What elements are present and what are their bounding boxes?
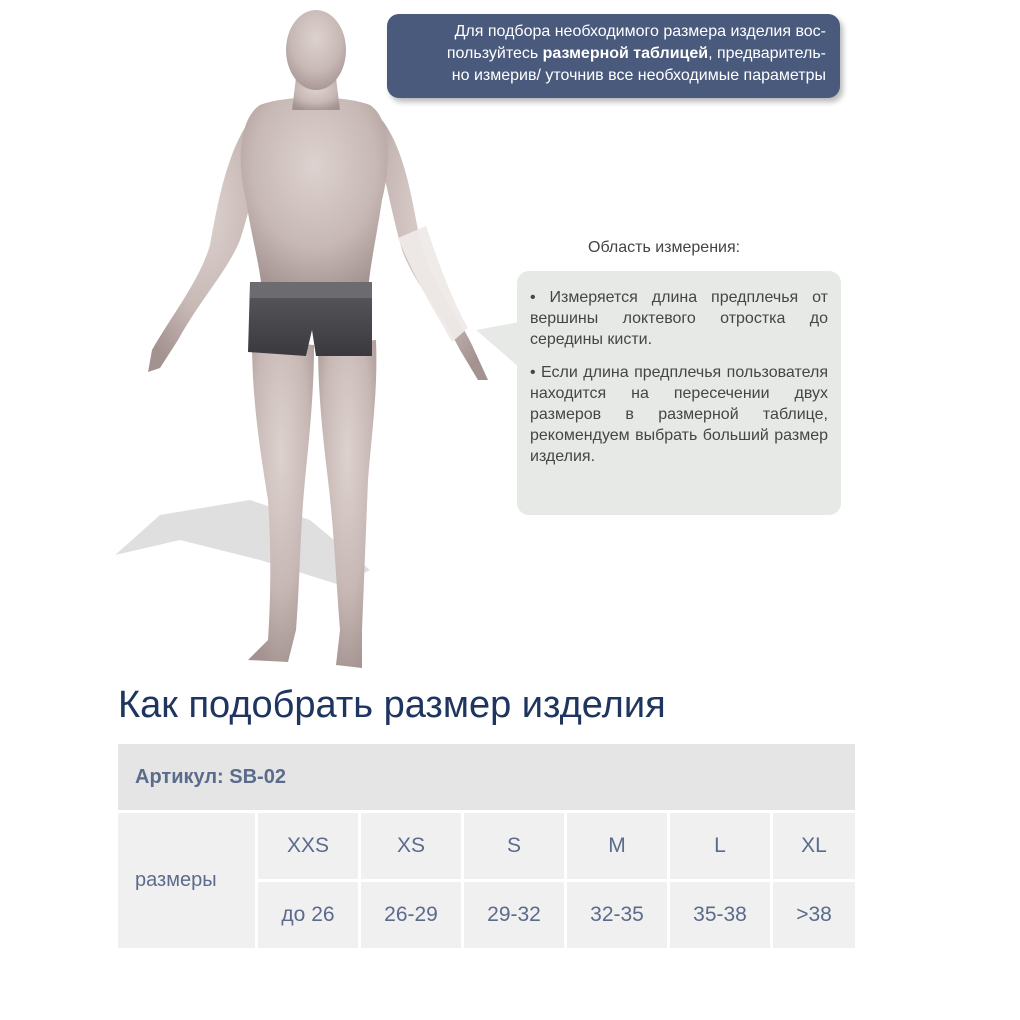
forearm-sleeve bbox=[398, 226, 468, 342]
measurement-area-title: Область измерения: bbox=[588, 239, 741, 256]
size-value-l: 35-38 bbox=[670, 882, 773, 948]
measurement-callout bbox=[517, 271, 841, 515]
info-line-3: но измерив/ уточнив все необходимые параметры bbox=[451, 67, 826, 84]
size-header-s: S bbox=[464, 813, 567, 882]
size-header-xl: XL bbox=[773, 813, 855, 882]
article-cell: Артикул: SB-02 bbox=[118, 744, 855, 810]
torso bbox=[241, 98, 388, 293]
leg-left bbox=[318, 340, 376, 668]
measurement-point-2: • Если длина предплечья пользователя находится на пересечении двух размеров в размерной таблице, рекомендуем выбрать больший размер изделия. bbox=[530, 364, 828, 465]
size-value-xxs: до 26 bbox=[258, 882, 361, 948]
size-header-m: M bbox=[567, 813, 670, 882]
waistband bbox=[250, 282, 372, 298]
size-value-m: 32-35 bbox=[567, 882, 670, 948]
info-line-1: Для подбора необходимого размера изделия вос- bbox=[454, 23, 826, 40]
size-table-emphasis: размерной таблицей bbox=[542, 45, 709, 62]
callout-pointer bbox=[472, 318, 522, 378]
size-header-l: L bbox=[670, 813, 773, 882]
measurement-point-1: • Измеряется длина предплечья от вершины локтевого отростка до середины кисти. bbox=[530, 289, 828, 348]
leg-right bbox=[248, 340, 314, 662]
size-info-bubble bbox=[387, 14, 840, 98]
size-header-xxs: XXS bbox=[258, 813, 361, 882]
sizes-row-label: размеры bbox=[118, 813, 258, 948]
info-line-2: пользуйтесь размерной таблицей, предваритель- bbox=[446, 45, 826, 62]
size-value-xl: >38 bbox=[773, 882, 855, 948]
body-figure-illustration bbox=[100, 0, 500, 680]
size-table bbox=[118, 744, 855, 948]
head bbox=[286, 10, 346, 90]
page-title: Как подобрать размер изделия bbox=[118, 684, 666, 726]
size-value-s: 29-32 bbox=[464, 882, 567, 948]
size-value-xs: 26-29 bbox=[361, 882, 464, 948]
size-header-xs: XS bbox=[361, 813, 464, 882]
